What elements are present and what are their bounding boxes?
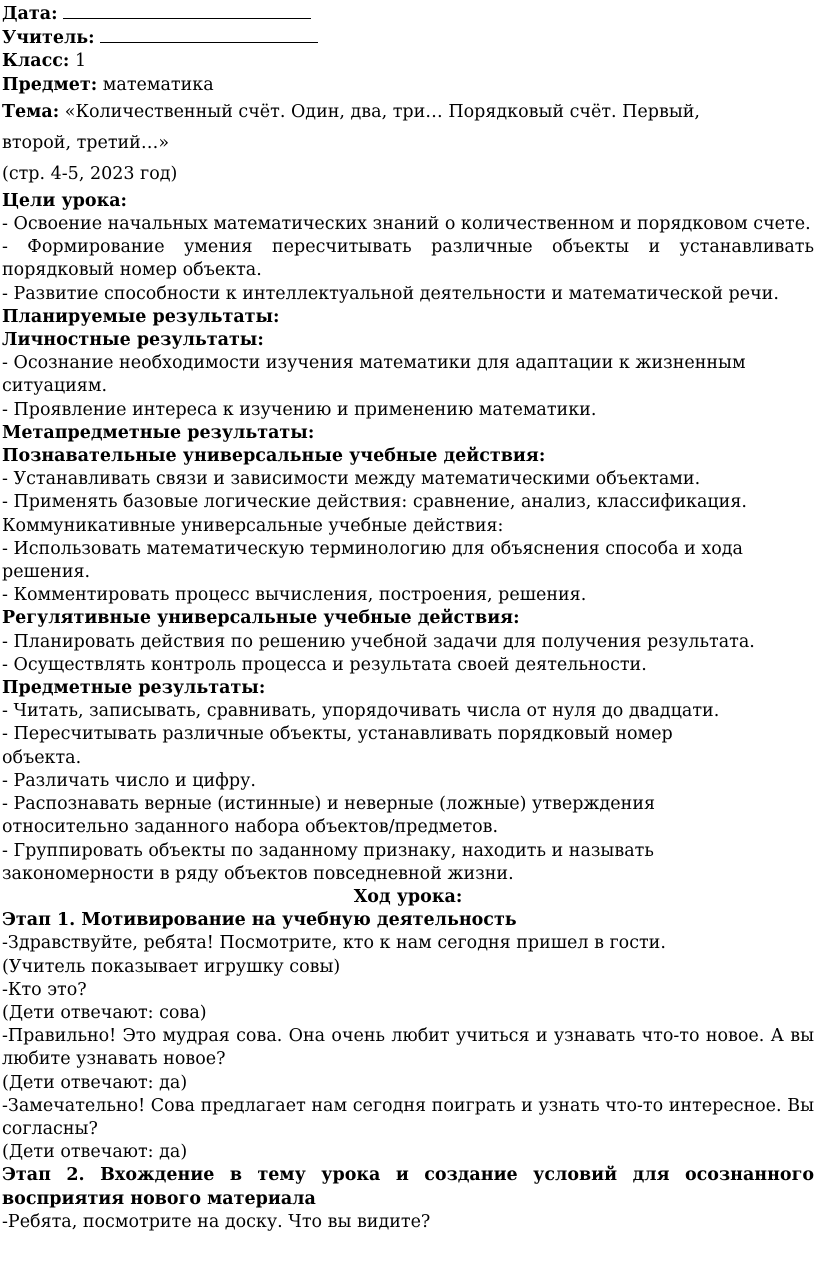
communicative-item: - Использовать математическую терминологию для объяснения способа и хода решения. — [2, 538, 743, 583]
communicative-actions-title: Коммуникативные универсальные учебные действия: — [2, 515, 504, 536]
goal-item: - Развитие способности к интеллектуальной деятельности и математической речи. — [2, 283, 779, 304]
goal-item: - Освоение начальных математических знаний о количественном и порядковом счете. — [2, 214, 811, 235]
dialogue-line: -Кто это? — [2, 979, 87, 1000]
teacher-row — [2, 26, 814, 50]
goal-item: - Формирование умения пересчитывать различные объекты и устанавливать порядковый номер объекта. — [2, 237, 814, 281]
date-row — [2, 2, 814, 26]
dialogue-line: (Дети отвечают: да) — [2, 1072, 188, 1093]
goals-title: Цели урока: — [2, 190, 128, 211]
results-title: Планируемые результаты: — [2, 306, 280, 327]
personal-result-item: - Проявление интереса к изучению и применению математики. — [2, 399, 597, 420]
stage2-title: Этап 2. Вхождение в тему урока и создание условий для осознанного восприятия нового материала — [2, 1165, 814, 1209]
lesson-progress-title: Ход урока: — [353, 886, 463, 907]
subject-result-item: - Распознавать верные (истинные) и неверные (ложные) утверждения относительно заданного набора объектов/предметов. — [2, 794, 656, 838]
dialogue-line: -Правильно! Это мудрая сова. Она очень любит учиться и узнавать что-то новое. А вы любите узнавать новое? — [2, 1026, 814, 1070]
dialogue-line: (Дети отвечают: да) — [2, 1142, 188, 1163]
dialogue-line: -Здравствуйте, ребята! Посмотрите, кто к нам сегодня пришел в гости. — [2, 933, 666, 954]
dialogue-line: (Учитель показывает игрушку совы) — [2, 956, 341, 977]
personal-results-title: Личностные результаты: — [2, 330, 264, 351]
regulatory-item: - Осуществлять контроль процесса и результата своей деятельности. — [2, 654, 647, 675]
subject-result-item: - Группировать объекты по заданному признаку, находить и называть закономерности в ряду объектов повседневной жизни. — [2, 840, 654, 884]
subject-label: Предмет: — [2, 74, 98, 95]
teacher-label: Учитель: — [2, 28, 95, 49]
date-blank-line — [63, 2, 311, 19]
pages-note: (стр. 4-5, 2023 год) — [2, 163, 178, 184]
class-label: Класс: — [2, 51, 70, 72]
subject-result-item: - Различать число и цифру. — [2, 770, 256, 791]
cognitive-item: - Устанавливать связи и зависимости между математическими объектами. — [2, 469, 701, 490]
date-label: Дата: — [2, 4, 58, 24]
regulatory-actions-title: Регулятивные универсальные учебные действия: — [2, 608, 520, 629]
stage1-title: Этап 1. Мотивирование на учебную деятельность — [2, 910, 517, 931]
regulatory-item: - Планировать действия по решению учебной задачи для получения результата. — [2, 631, 755, 652]
meta-results-title: Метапредметные результаты: — [2, 422, 315, 443]
subject-value: математика — [102, 74, 214, 95]
personal-result-item: - Осознание необходимости изучения математики для адаптации к жизненным ситуациям. — [2, 353, 746, 397]
cognitive-item: - Применять базовые логические действия: сравнение, анализ, классификация. — [2, 492, 747, 513]
topic-value: «Количественный счёт. Один, два, три… Порядковый счёт. Первый, второй, третий…» — [2, 101, 700, 153]
dialogue-line: -Замечательно! Сова предлагает нам сегодня поиграть и узнать что-то интересное. Вы согласны? — [2, 1095, 814, 1139]
cognitive-actions-title: Познавательные универсальные учебные действия: — [2, 446, 546, 467]
teacher-blank-line — [100, 26, 318, 43]
class-row — [2, 50, 814, 73]
subject-result-item: - Пересчитывать различные объекты, устанавливать порядковый номер объекта. — [2, 724, 673, 768]
topic-row — [2, 97, 762, 159]
topic-label: Тема: — [2, 101, 60, 122]
subject-results-title: Предметные результаты: — [2, 678, 266, 699]
subject-result-item: - Читать, записывать, сравнивать, упорядочивать числа от нуля до двадцати. — [2, 701, 720, 722]
dialogue-line: (Дети отвечают: сова) — [2, 1002, 207, 1023]
subject-row — [2, 74, 814, 97]
dialogue-line: -Ребята, посмотрите на доску. Что вы видите? — [2, 1211, 431, 1232]
communicative-item: - Комментировать процесс вычисления, построения, решения. — [2, 585, 587, 606]
class-value: 1 — [74, 51, 87, 72]
